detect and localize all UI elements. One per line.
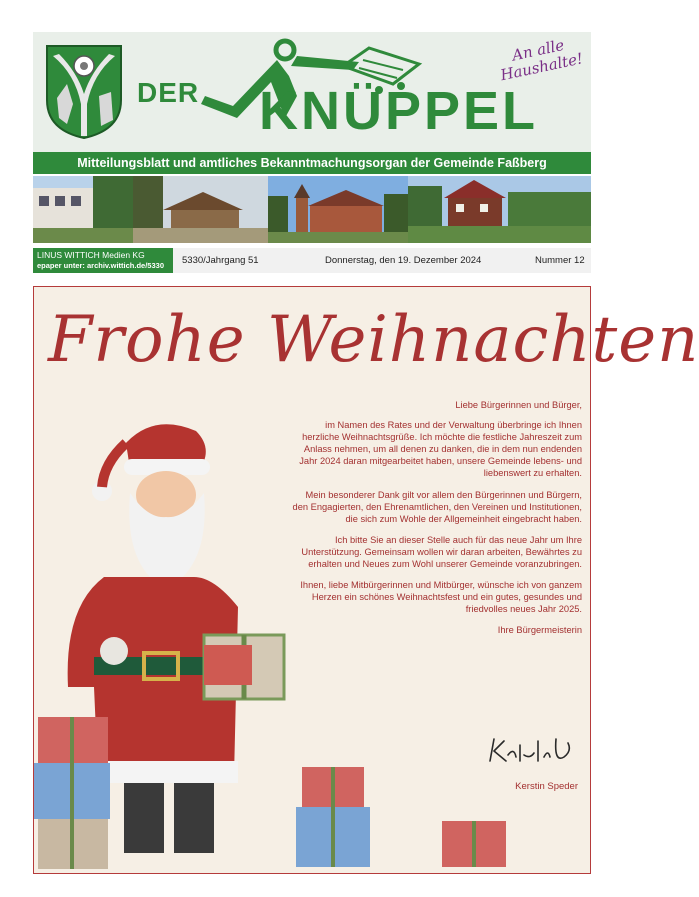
issue-code: 5330/Jahrgang 51 [182,255,259,266]
publisher-name: LINUS WITTICH Medien KG [37,250,145,260]
photo-farmhouse [133,176,268,243]
municipal-crest-icon [45,44,123,140]
photo-house [408,176,591,243]
letter-paragraph: Ich bitte Sie an dieser Stelle auch für das neue Jahr um Ihre Unterstützung. Gemeinsam wollen wir daran arbeiten, Bewährtes zu erhalten und Neues zum Wohl unserer Gemeinde voranzubringen. [301,534,582,570]
issue-date: Donnerstag, den 19. Dezember 2024 [325,255,482,266]
card-heading: Frohe Weihnachten [48,303,699,377]
letter-greeting: Liebe Bürgerinnen und Bürger, [455,400,582,410]
greeting-letter [292,399,582,646]
masthead-title: KNÜPPEL [259,81,539,141]
epaper-link: epaper unter: archiv.wittich.de/5330 [37,261,164,270]
issue-info-bar [33,248,591,273]
publisher-box [33,248,173,273]
masthead-der: DER [137,77,200,108]
photo-church [268,176,408,243]
letter-paragraph: Ihnen, liebe Mitbürgerinnen und Mitbürger, wünsche ich von ganzem Herzen ein schönes Weihnachtsfest und ein gutes, gesundes und friedvolles neues Jahr 2025. [300,580,582,615]
handwritten-signature [486,733,576,767]
photo-strip [33,176,591,243]
masthead [33,32,591,152]
letter-paragraph: im Namen des Rates und der Verwaltung überbringe ich Ihnen herzliche Weihnachtsgrüße. Ich möchte die festliche Jahreszeit zum Anlass nehmen, um all denen zu danken, die in dem nun endenden Jahr 2024 daran mitgearbeitet haben, unsere Gemeinde lebens- und liebenswert zu erhalten. [299,420,582,479]
signer-name: Kerstin Speder [515,781,578,792]
subtitle-bar: Mitteilungsblatt und amtliches Bekanntmachungsorgan der Gemeinde Faßberg [33,152,591,174]
letter-paragraph: Mein besonderer Dank gilt vor allem den Bürgerinnen und Bürgern, den Engagierten, den Ehrenamtlichen, den Vereinen und Institutionen, die sich zum Wohle der Allgemeinheit eingebracht haben. [292,489,582,524]
santa-claus-illustration [34,417,334,873]
christmas-card [33,286,699,874]
photo-building [33,176,133,243]
issue-number: Nummer 12 [535,255,585,266]
letter-closing: Ihre Bürgermeisterin [497,625,582,636]
tagline: An alle Haushalte! [498,35,585,85]
